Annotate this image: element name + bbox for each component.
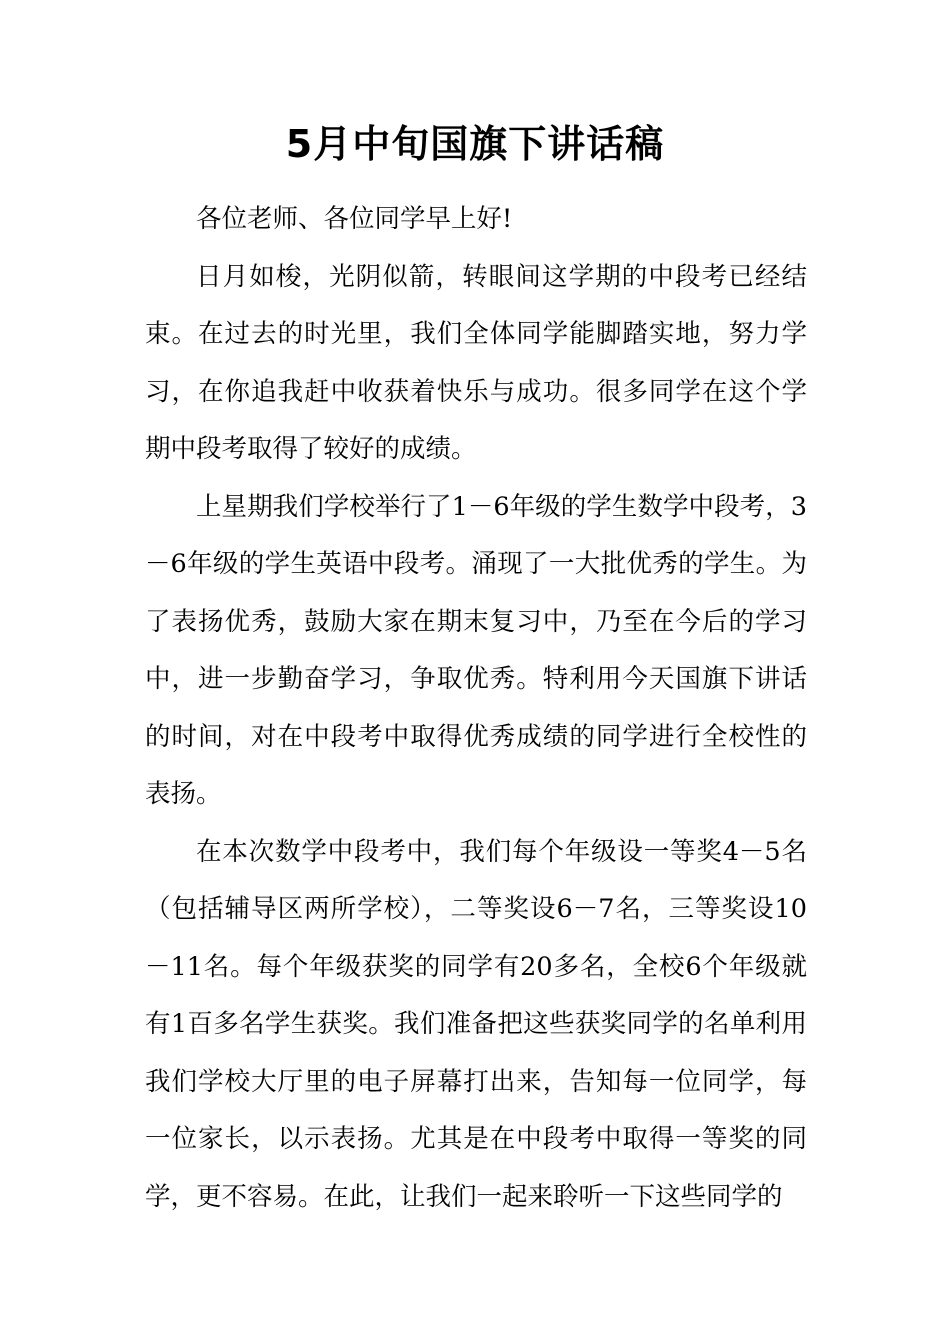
document-body (145, 191, 807, 1226)
paragraph-greeting: 各位老师、各位同学早上好! (196, 204, 513, 234)
paragraph-exams: 上星期我们学校举行了1－6年级的学生数学中段考，3－6年级的学生英语中段考。涌现了一大批优秀的学生。为了表扬优秀，鼓励大家在期末复习中，乃至在今后的学习中，进一步勤奋学习，争取优秀。特利用今天国旗下讲话的时间，对在中段考中取得优秀成绩的同学进行全校性的表扬。 (145, 491, 807, 809)
paragraph-intro: 日月如梭，光阴似箭，转眼间这学期的中段考已经结束。在过去的时光里，我们全体同学能脚踏实地，努力学习，在你追我赶中收获着快乐与成功。很多同学在这个学期中段考取得了较好的成绩。 (145, 261, 807, 464)
paragraph-awards: 在本次数学中段考中，我们每个年级设一等奖4－5名（包括辅导区两所学校），二等奖设6－7名，三等奖设10－11名。每个年级获奖的同学有20多名，全校6个年级就有1百多名学生获奖。我们准备把这些获奖同学的名单利用我们学校大厅里的电子屏幕打出来，告知每一位同学，每一位家长，以示表扬。尤其是在中段考中取得一等奖的同学，更不容易。在此，让我们一起来聆听一下这些同学的 (145, 836, 807, 1212)
document-title: 5月中旬国旗下讲话稿 (285, 122, 665, 166)
